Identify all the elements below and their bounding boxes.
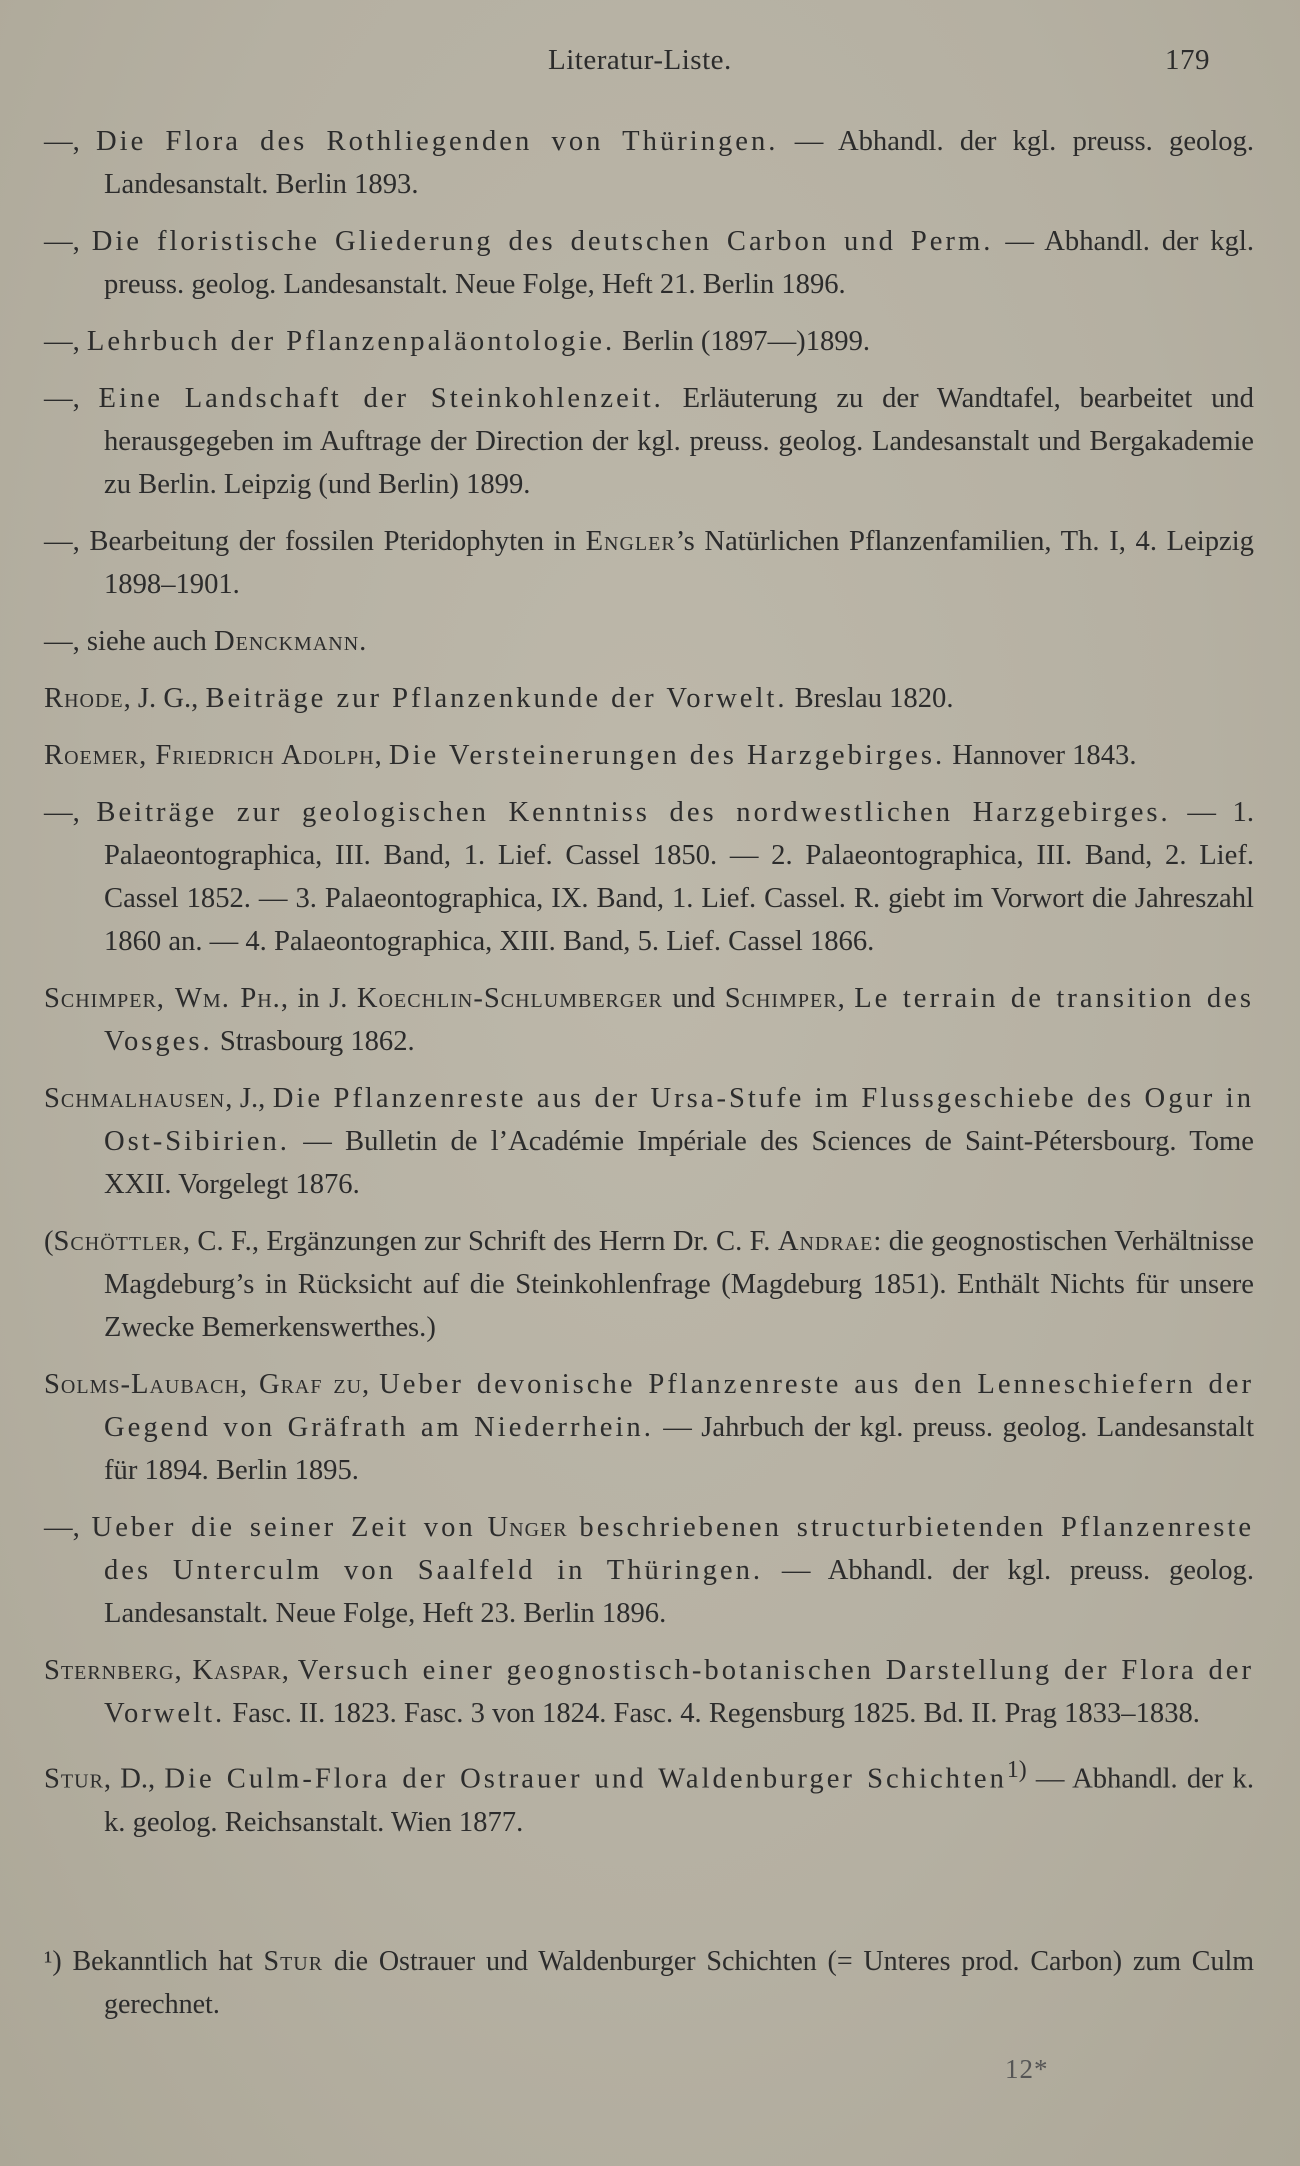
footnote-text <box>44 1940 1254 2026</box>
bibliography-entry <box>44 677 1254 720</box>
entry-details: — Abhandl. der kgl. preuss. geolog. Landesanstalt. Berlin 1893. <box>104 126 1255 200</box>
cited-author: Stur <box>263 1946 324 1977</box>
entry-author: Schmalhausen <box>44 1083 226 1114</box>
entry-author: Sternberg, Kaspar <box>44 1655 282 1686</box>
entry-details: Breslau 1820. <box>794 683 954 714</box>
bibliography-entry <box>44 620 1254 663</box>
entry-title: Lehrbuch der Pflanzenpaläontologie. <box>86 326 616 357</box>
entry-author-initials: , J. G., <box>123 683 199 714</box>
footnote-ref: 1) <box>1006 1757 1027 1783</box>
cited-author: Andrae <box>777 1226 874 1257</box>
entry-text: Bearbeitung der fossilen Pteridophyten in <box>89 526 576 557</box>
entry-text: : die geognostischen Verhältnisse Magdeburg’s in Rücksicht auf die Steinkohlenfrage (Magdeburg 1851). Enthält Nichts für unsere Zwecke Bemerkenswerthes.) <box>104 1226 1254 1343</box>
cited-author: Unger <box>487 1512 568 1543</box>
entry-author-punct: , <box>281 1655 289 1686</box>
entry-details: Strasbourg 1862. <box>219 1026 415 1057</box>
bibliography-entry <box>44 1649 1254 1735</box>
signature-mark: 12* <box>1005 2054 1049 2084</box>
entry-details: — 1. Palaeontographica, III. Band, 1. Lief. Cassel 1850. — 2. Palaeontographica, III. Band, 2. Lief. Cassel 1852. — 3. Palaeontographica, IX. Band, 1. Lief. Cassel. R. giebt im Vorwort die Jahreszahl 1860 an. — 4. Palaeontographica, XIII. Band, 5. Lief. Cassel 1866. <box>104 797 1255 957</box>
running-head <box>0 44 1300 84</box>
entry-author-rest: , in J. <box>280 983 348 1014</box>
entry-text: , C. F., Ergänzungen zur Schrift des Herrn Dr. C. F. <box>182 1226 771 1257</box>
entry-author: Roemer, Friedrich Adolph <box>44 740 375 771</box>
entry-author-initials: , D., <box>103 1763 156 1795</box>
bibliography-entry <box>44 1363 1254 1492</box>
entry-text: , <box>837 983 845 1014</box>
cited-author: Koechlin-Schlumberger <box>356 983 663 1014</box>
entry-title: Die Culm-Flora der Ostrauer und Waldenburger Schichten <box>164 1763 1007 1795</box>
entry-author: —, <box>44 126 80 157</box>
footnote-text-post: die Ostrauer und Waldenburger Schichten (= Unteres prod. Carbon) zum Culm gerechnet. <box>104 1946 1255 2020</box>
entry-title: Ueber die seiner Zeit von <box>91 1512 476 1543</box>
entry-title: Le terrain de transition des Vosges. <box>104 983 1254 1057</box>
entry-author: —, <box>44 526 80 557</box>
entry-author: —, <box>44 226 80 257</box>
entry-author: Rhode <box>44 683 124 714</box>
entry-title: Beiträge zur Pflanzenkunde der Vorwelt. <box>205 683 788 714</box>
bibliography-entry <box>44 977 1254 1063</box>
entry-title: Die Versteinerungen des Harzgebirges. <box>388 740 946 771</box>
entry-author: Stur <box>44 1763 104 1795</box>
running-title: Literatur-Liste. <box>548 44 732 76</box>
entry-author-initials: , J., <box>225 1083 266 1114</box>
entry-author: —, <box>44 383 80 414</box>
entry-title: Eine Landschaft der Steinkohlenzeit. <box>98 383 664 414</box>
entry-details: — Jahrbuch der kgl. preuss. geolog. Landesanstalt für 1894. Berlin 1895. <box>104 1412 1255 1486</box>
cited-author: Engler <box>585 526 676 557</box>
entry-author: Schimper, Wm. Ph. <box>44 983 281 1014</box>
entry-details: — Abhandl. der k. k. geolog. Reichsanstalt. Wien 1877. <box>104 1763 1254 1838</box>
entry-text: siehe auch <box>86 626 207 657</box>
entry-text: . <box>359 626 367 657</box>
bibliography-entry <box>44 1506 1254 1635</box>
bibliography-entry <box>44 120 1254 206</box>
bibliography-entry <box>44 1077 1254 1206</box>
cited-author: Denckmann <box>213 626 360 657</box>
page-number: 179 <box>1165 44 1210 76</box>
bibliography-entry <box>44 220 1254 306</box>
bibliography-entry <box>44 1220 1254 1349</box>
entry-details: Berlin (1897—)1899. <box>622 326 871 357</box>
entry-title: Beiträge zur geologischen Kenntniss des nordwestlichen Harzgebirges. <box>96 797 1171 828</box>
bibliography-list <box>44 120 1254 1858</box>
bibliography-entry <box>44 791 1254 963</box>
entry-title: Ueber devonische Pflanzenreste aus den Lenneschiefern der Gegend von Gräfrath am Niederrhein. <box>104 1369 1254 1443</box>
bibliography-entry <box>44 520 1254 606</box>
bibliography-entry <box>44 1749 1254 1844</box>
entry-title: Die Pflanzenreste aus der Ursa-Stufe im Flussgeschiebe des Ogur in Ost-Sibirien. <box>104 1083 1254 1157</box>
entry-title: Die Flora des Rothliegenden von Thüringen. <box>96 126 779 157</box>
footnote-text-pre: Bekanntlich hat <box>72 1946 253 1977</box>
entry-author: Schöttler <box>53 1226 183 1257</box>
entry-text: ’s Natürlichen Pflanzenfamilien, Th. I, 4. Leipzig 1898–1901. <box>104 526 1254 600</box>
entry-details: Hannover 1843. <box>952 740 1137 771</box>
bibliography-entry <box>44 320 1254 363</box>
entry-author-punct: , <box>374 740 382 771</box>
entry-title: beschriebenen structurbietenden Pflanzenreste des Unterculm von Saalfeld in Thüringen. <box>104 1512 1255 1586</box>
entry-author: —, <box>44 797 80 828</box>
entry-title: Versuch einer geognostisch-botanischen Darstellung der Flora der Vorwelt. <box>104 1655 1254 1729</box>
footnote <box>44 1940 1254 2026</box>
entry-author: —, <box>44 326 80 357</box>
entry-text: und <box>672 983 716 1014</box>
bibliography-entry <box>44 377 1254 506</box>
cited-author: Schimper <box>724 983 838 1014</box>
entry-author: —, <box>44 1512 80 1543</box>
entry-author: Solms-Laubach, Graf zu <box>44 1369 363 1400</box>
entry-title: Die floristische Gliederung des deutschen Carbon und Perm. <box>91 226 994 257</box>
entry-author: —, <box>44 626 80 657</box>
entry-author-punct: , <box>362 1369 370 1400</box>
entry-details: — Abhandl. der kgl. preuss. geolog. Landesanstalt. Neue Folge, Heft 21. Berlin 1896. <box>104 226 1254 300</box>
bibliography-entry <box>44 734 1254 777</box>
entry-details: Fasc. II. 1823. Fasc. 3 von 1824. Fasc. 4. Regensburg 1825. Bd. II. Prag 1833–1838. <box>232 1698 1200 1729</box>
entry-paren: ( <box>44 1226 54 1257</box>
footnote-marker: ¹) <box>44 1946 62 1977</box>
entry-details: — Bulletin de l’Académie Impériale des Sciences de Saint-Pétersbourg. Tome XXII. Vorgelegt 1876. <box>104 1126 1254 1200</box>
entry-details: — Abhandl. der kgl. preuss. geolog. Landesanstalt. Neue Folge, Heft 23. Berlin 1896. <box>104 1555 1254 1629</box>
entry-details: Erläuterung zu der Wandtafel, bearbeitet und herausgegeben im Auftrage der Direction der kgl. preuss. geolog. Landesanstalt und Bergakademie zu Berlin. Leipzig (und Berlin) 1899. <box>104 383 1254 500</box>
